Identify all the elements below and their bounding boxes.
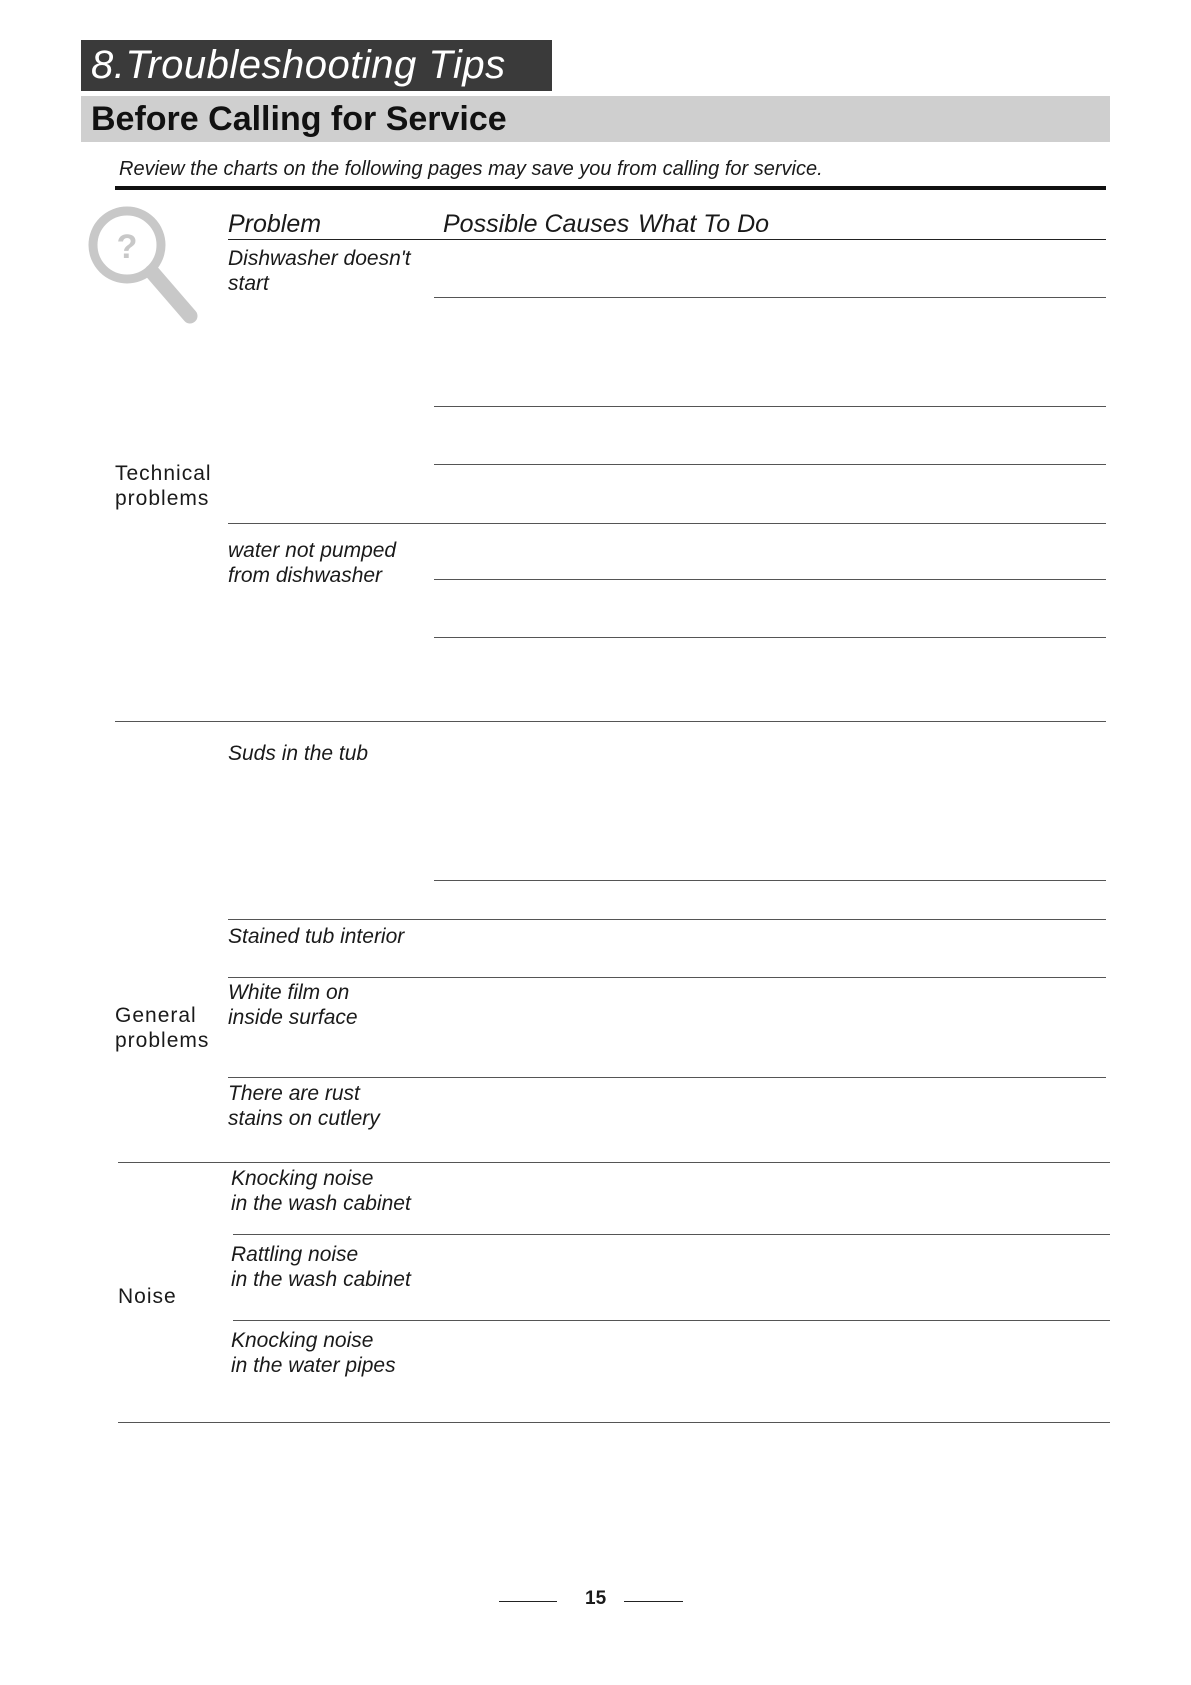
row-divider [228, 1077, 1106, 1078]
problem-dishwasher-doesnt-start: Dishwasher doesn't start [228, 247, 411, 295]
row-divider [434, 637, 1106, 638]
problem-stained-tub: Stained tub interior [228, 925, 405, 948]
problem-water-not-pumped: water not pumped from dishwasher [228, 539, 397, 587]
page-subtitle: Before Calling for Service [81, 96, 1110, 142]
column-header-what-to-do: What To Do [638, 210, 770, 238]
row-divider [228, 919, 1106, 920]
row-divider [434, 464, 1106, 465]
page-number-rule-left [499, 1601, 557, 1602]
category-general: General problems [115, 1004, 210, 1052]
problem-rust-stains: There are rust stains on cutlery [228, 1082, 380, 1130]
category-divider [115, 721, 1106, 722]
problem-suds: Suds in the tub [228, 742, 369, 765]
category-divider [118, 1162, 1110, 1163]
intro-text: Review the charts on the following pages may save you from calling for service. [119, 158, 823, 180]
row-divider [233, 1320, 1110, 1321]
row-divider [434, 297, 1106, 298]
problem-knocking-pipes: Knocking noise in the water pipes [231, 1329, 396, 1377]
icon-glyph: ? [116, 228, 138, 266]
column-header-problem: Problem [228, 210, 322, 238]
problem-white-film: White film on inside surface [228, 981, 358, 1029]
problem-knocking-cabinet: Knocking noise in the wash cabinet [231, 1167, 411, 1215]
page-number-rule-right [624, 1601, 683, 1602]
header-underline [228, 239, 1106, 240]
category-noise: Noise [118, 1285, 177, 1308]
intro-divider [115, 186, 1106, 190]
problem-rattling: Rattling noise in the wash cabinet [231, 1243, 411, 1291]
column-header-causes: Possible Causes [443, 210, 630, 238]
row-divider [434, 579, 1106, 580]
row-divider [434, 406, 1106, 407]
row-divider [228, 523, 1106, 524]
magnifier-question-icon [86, 204, 206, 330]
category-technical: Technical problems [115, 462, 212, 510]
row-divider [228, 977, 1106, 978]
row-divider [233, 1234, 1110, 1235]
row-divider [434, 880, 1106, 881]
page-number: 15 [585, 1588, 607, 1609]
section-title: 8.Troubleshooting Tips [81, 40, 552, 91]
table-bottom-rule [118, 1422, 1110, 1423]
